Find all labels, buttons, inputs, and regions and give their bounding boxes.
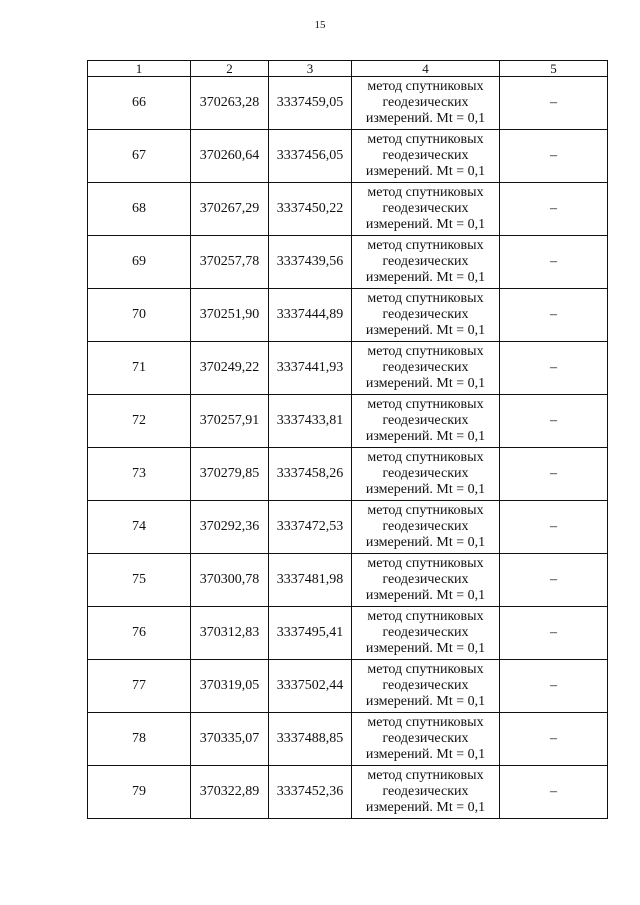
x-coordinate-cell: 370312,83: [191, 607, 269, 660]
x-coordinate-cell: 370257,78: [191, 236, 269, 289]
method-line: геодезических: [382, 148, 469, 163]
x-coordinate-cell: 370292,36: [191, 501, 269, 554]
point-number-cell: 71: [88, 342, 191, 395]
method-line: измерений. Mt = 0,1: [365, 111, 486, 126]
point-number-cell: 68: [88, 183, 191, 236]
method-cell: [352, 448, 500, 501]
method-cell: [352, 130, 500, 183]
method-line: измерений. Mt = 0,1: [365, 588, 486, 603]
column-header-1: 1: [88, 61, 191, 77]
method-line: метод спутниковых: [367, 344, 484, 359]
point-number-cell: 79: [88, 766, 191, 819]
point-number-cell: 67: [88, 130, 191, 183]
table-row: [88, 236, 608, 289]
method-line: метод спутниковых: [367, 238, 484, 253]
method-line: измерений. Mt = 0,1: [365, 429, 486, 444]
note-cell: –: [500, 501, 608, 554]
method-line: геодезических: [382, 625, 469, 640]
table-row: [88, 607, 608, 660]
x-coordinate-cell: 370267,29: [191, 183, 269, 236]
method-cell: [352, 554, 500, 607]
column-header-2: 2: [191, 61, 269, 77]
method-line: геодезических: [382, 360, 469, 375]
y-coordinate-cell: 3337452,36: [269, 766, 352, 819]
method-cell: [352, 607, 500, 660]
method-line: метод спутниковых: [367, 768, 484, 783]
y-coordinate-cell: 3337459,05: [269, 77, 352, 130]
note-cell: –: [500, 289, 608, 342]
x-coordinate-cell: 370251,90: [191, 289, 269, 342]
method-line: геодезических: [382, 572, 469, 587]
method-line: метод спутниковых: [367, 397, 484, 412]
method-line: геодезических: [382, 201, 469, 216]
method-line: измерений. Mt = 0,1: [365, 164, 486, 179]
method-cell: [352, 342, 500, 395]
table-row: [88, 77, 608, 130]
method-line: метод спутниковых: [367, 79, 484, 94]
x-coordinate-cell: 370257,91: [191, 395, 269, 448]
table-row: [88, 554, 608, 607]
note-cell: –: [500, 342, 608, 395]
table-row: [88, 766, 608, 819]
y-coordinate-cell: 3337481,98: [269, 554, 352, 607]
x-coordinate-cell: 370249,22: [191, 342, 269, 395]
method-line: измерений. Mt = 0,1: [365, 800, 486, 815]
method-line: геодезических: [382, 731, 469, 746]
method-line: метод спутниковых: [367, 291, 484, 306]
method-line: геодезических: [382, 519, 469, 534]
method-cell: [352, 289, 500, 342]
method-cell: [352, 395, 500, 448]
x-coordinate-cell: 370322,89: [191, 766, 269, 819]
table-row: [88, 395, 608, 448]
point-number-cell: 78: [88, 713, 191, 766]
y-coordinate-cell: 3337433,81: [269, 395, 352, 448]
table-row: [88, 342, 608, 395]
point-number-cell: 77: [88, 660, 191, 713]
y-coordinate-cell: 3337441,93: [269, 342, 352, 395]
note-cell: –: [500, 766, 608, 819]
method-line: геодезических: [382, 784, 469, 799]
method-line: геодезических: [382, 254, 469, 269]
method-line: измерений. Mt = 0,1: [365, 217, 486, 232]
method-line: измерений. Mt = 0,1: [365, 747, 486, 762]
point-number-cell: 75: [88, 554, 191, 607]
method-line: метод спутниковых: [367, 450, 484, 465]
table-row: [88, 130, 608, 183]
point-number-cell: 72: [88, 395, 191, 448]
method-line: измерений. Mt = 0,1: [365, 694, 486, 709]
point-number-cell: 73: [88, 448, 191, 501]
method-cell: [352, 77, 500, 130]
x-coordinate-cell: 370300,78: [191, 554, 269, 607]
point-number-cell: 76: [88, 607, 191, 660]
method-line: геодезических: [382, 466, 469, 481]
table-row: [88, 448, 608, 501]
column-header-4: 4: [352, 61, 500, 77]
column-header-3: 3: [269, 61, 352, 77]
point-number-cell: 66: [88, 77, 191, 130]
note-cell: –: [500, 713, 608, 766]
method-line: измерений. Mt = 0,1: [365, 323, 486, 338]
x-coordinate-cell: 370260,64: [191, 130, 269, 183]
table-row: [88, 660, 608, 713]
note-cell: –: [500, 448, 608, 501]
method-line: метод спутниковых: [367, 132, 484, 147]
point-number-cell: 70: [88, 289, 191, 342]
y-coordinate-cell: 3337458,26: [269, 448, 352, 501]
y-coordinate-cell: 3337472,53: [269, 501, 352, 554]
method-cell: [352, 183, 500, 236]
x-coordinate-cell: 370319,05: [191, 660, 269, 713]
method-line: метод спутниковых: [367, 609, 484, 624]
y-coordinate-cell: 3337450,22: [269, 183, 352, 236]
method-line: геодезических: [382, 307, 469, 322]
method-line: измерений. Mt = 0,1: [365, 641, 486, 656]
table-row: [88, 183, 608, 236]
method-line: метод спутниковых: [367, 556, 484, 571]
point-number-cell: 69: [88, 236, 191, 289]
method-line: геодезических: [382, 95, 469, 110]
y-coordinate-cell: 3337456,05: [269, 130, 352, 183]
table-body: [88, 77, 608, 819]
y-coordinate-cell: 3337488,85: [269, 713, 352, 766]
y-coordinate-cell: 3337495,41: [269, 607, 352, 660]
coordinates-table: [87, 60, 608, 819]
table-row: [88, 713, 608, 766]
table-row: [88, 501, 608, 554]
method-cell: [352, 236, 500, 289]
note-cell: –: [500, 660, 608, 713]
header-row: [88, 61, 608, 77]
method-line: геодезических: [382, 678, 469, 693]
table-row: [88, 289, 608, 342]
note-cell: –: [500, 183, 608, 236]
note-cell: –: [500, 607, 608, 660]
point-number-cell: 74: [88, 501, 191, 554]
method-line: метод спутниковых: [367, 185, 484, 200]
note-cell: –: [500, 130, 608, 183]
method-line: измерений. Mt = 0,1: [365, 376, 486, 391]
column-header-5: 5: [500, 61, 608, 77]
note-cell: –: [500, 236, 608, 289]
page-number: 15: [314, 19, 326, 31]
note-cell: –: [500, 395, 608, 448]
x-coordinate-cell: 370279,85: [191, 448, 269, 501]
method-line: измерений. Mt = 0,1: [365, 482, 486, 497]
note-cell: –: [500, 77, 608, 130]
y-coordinate-cell: 3337444,89: [269, 289, 352, 342]
method-cell: [352, 713, 500, 766]
y-coordinate-cell: 3337502,44: [269, 660, 352, 713]
method-cell: [352, 766, 500, 819]
method-line: метод спутниковых: [367, 503, 484, 518]
method-line: измерений. Mt = 0,1: [365, 270, 486, 285]
method-line: измерений. Mt = 0,1: [365, 535, 486, 550]
method-cell: [352, 501, 500, 554]
x-coordinate-cell: 370335,07: [191, 713, 269, 766]
method-line: метод спутниковых: [367, 662, 484, 677]
method-cell: [352, 660, 500, 713]
y-coordinate-cell: 3337439,56: [269, 236, 352, 289]
method-line: геодезических: [382, 413, 469, 428]
method-line: метод спутниковых: [367, 715, 484, 730]
note-cell: –: [500, 554, 608, 607]
x-coordinate-cell: 370263,28: [191, 77, 269, 130]
